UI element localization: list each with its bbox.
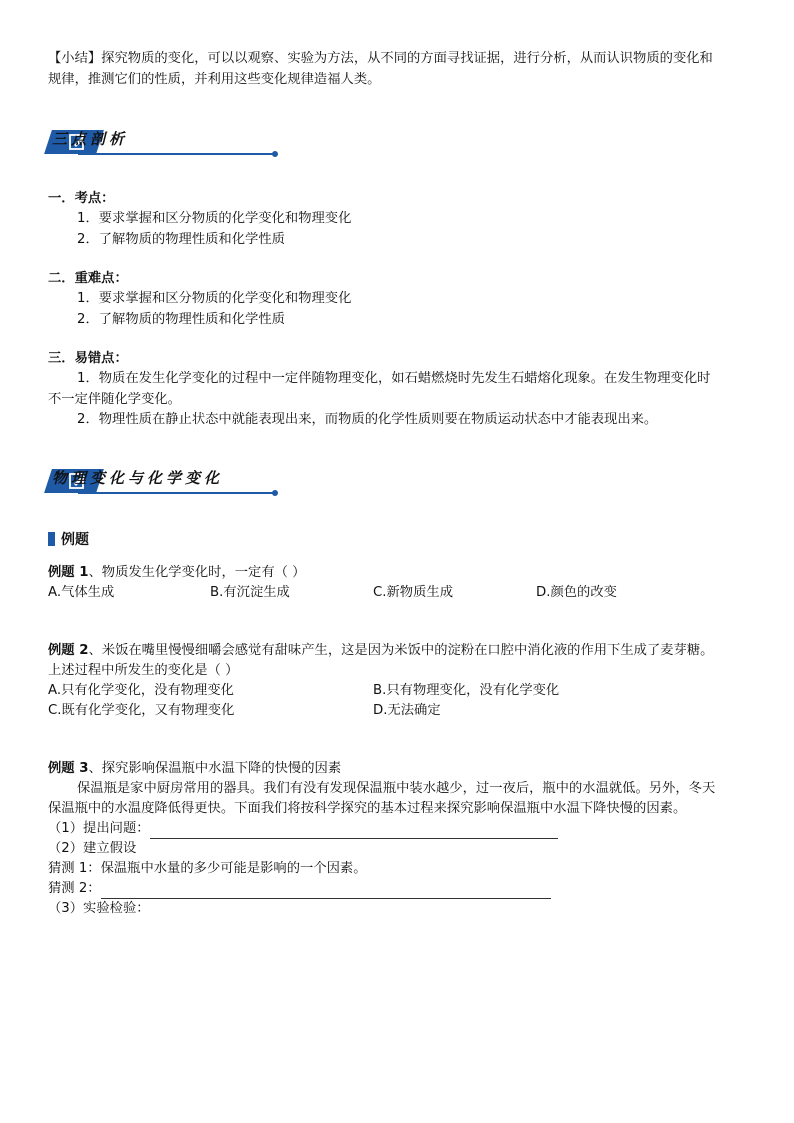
example-2-text: 、米饭在嘴里慢慢细嚼会感觉有甜味产生，这是因为米饭中的淀粉在口腔中消化液的作用下生成了麦芽糖。 — [88, 643, 714, 658]
examples-heading — [48, 530, 89, 550]
example-1-label: 例题 1 — [48, 565, 89, 580]
example-3-question-3: （3）实验检验： — [48, 901, 150, 916]
kaodian-item-1: 1．要求掌握和区分物质的化学变化和物理变化 — [77, 211, 352, 226]
yicuodian-item-1-line-1: 1．物质在发生化学变化的过程中一定伴随物理变化，如石蜡燃烧时先发生石蜡熔化现象。在发生物理变化时 — [77, 371, 711, 386]
example-3-guess-1: 猜测 1：保温瓶中水量的多少可能是影响的一个因素。 — [48, 861, 367, 876]
example-1-option-b: B.有沉淀生成 — [210, 585, 290, 600]
zhongnandian-heading: 二．重难点： — [48, 271, 128, 286]
banner-rule — [78, 492, 274, 494]
example-1-option-c: C.新物质生成 — [373, 585, 453, 600]
example-1-option-d: D.颜色的改变 — [536, 585, 617, 600]
yicuodian-item-1-line-2: 不一定伴随化学变化。 — [48, 392, 181, 407]
example-2-option-b: B.只有物理变化，没有化学变化 — [373, 683, 560, 698]
example-3-paragraph-line-1: 保温瓶是家中厨房常用的器具。我们有没有发现保温瓶中装水越少，过一夜后，瓶中的水温就低。另外，冬天 — [77, 781, 716, 796]
example-3-question-1 — [48, 819, 558, 839]
question-1-label: （1）提出问题： — [48, 821, 150, 836]
guess-2-label: 猜测 2： — [48, 881, 101, 896]
zhongnandian-item-2: 2．了解物质的物理性质和化学性质 — [77, 312, 285, 327]
kaodian-item-2: 2．了解物质的物理性质和化学性质 — [77, 232, 285, 247]
example-2-stem-line-2: 上述过程中所发生的变化是（ ） — [48, 663, 239, 678]
example-2-label: 例题 2 — [48, 643, 89, 658]
example-2-stem-line-1 — [48, 641, 713, 661]
yicuodian-heading: 三．易错点： — [48, 351, 128, 366]
example-3-guess-2 — [48, 879, 551, 899]
example-1-stem — [48, 563, 305, 583]
section-banner-sandian — [48, 126, 232, 156]
section-title: 物理变化与化学变化 — [52, 469, 224, 487]
example-3-label: 例题 3 — [48, 761, 89, 776]
zhongnandian-item-1: 1．要求掌握和区分物质的化学变化和物理变化 — [77, 291, 352, 306]
summary-line-2: 规律，推测它们的性质，并利用这些变化规律造福人类。 — [48, 72, 381, 87]
banner-rule — [78, 153, 274, 155]
examples-heading-text: 例题 — [61, 532, 89, 548]
example-2-option-a: A.只有化学变化，没有物理变化 — [48, 683, 234, 698]
section-title: 三点剖析 — [52, 130, 129, 148]
summary-line-1: 【小结】探究物质的变化，可以以观察、实验为方法，从不同的方面寻找证据，进行分析，从而认识物质的变化和 — [48, 51, 713, 66]
section-banner-change — [48, 465, 232, 495]
example-1-text: 、物质发生化学变化时，一定有（ ） — [88, 565, 306, 580]
banner-dot — [272, 490, 278, 496]
yicuodian-item-2: 2．物理性质在静止状态中就能表现出来，而物质的化学性质则要在物质运动状态中才能表现出来。 — [77, 412, 658, 427]
example-3-paragraph-line-2: 保温瓶中的水温度降低得更快。下面我们将按科学探究的基本过程来探究影响保温瓶中水温下降快慢的因素。 — [48, 801, 687, 816]
example-3-stem — [48, 759, 341, 779]
answer-blank-1[interactable] — [150, 824, 558, 839]
banner-dot — [272, 151, 278, 157]
example-3-text: 、探究影响保温瓶中水温下降的快慢的因素 — [88, 761, 342, 776]
example-2-option-c: C.既有化学变化，又有物理变化 — [48, 703, 235, 718]
example-1-option-a: A.气体生成 — [48, 585, 115, 600]
example-2-option-d: D.无法确定 — [373, 703, 441, 718]
answer-blank-2[interactable] — [101, 884, 551, 899]
example-3-question-2: （2）建立假设 — [48, 841, 137, 856]
heading-marker — [48, 532, 55, 546]
kaodian-heading: 一．考点： — [48, 191, 115, 206]
